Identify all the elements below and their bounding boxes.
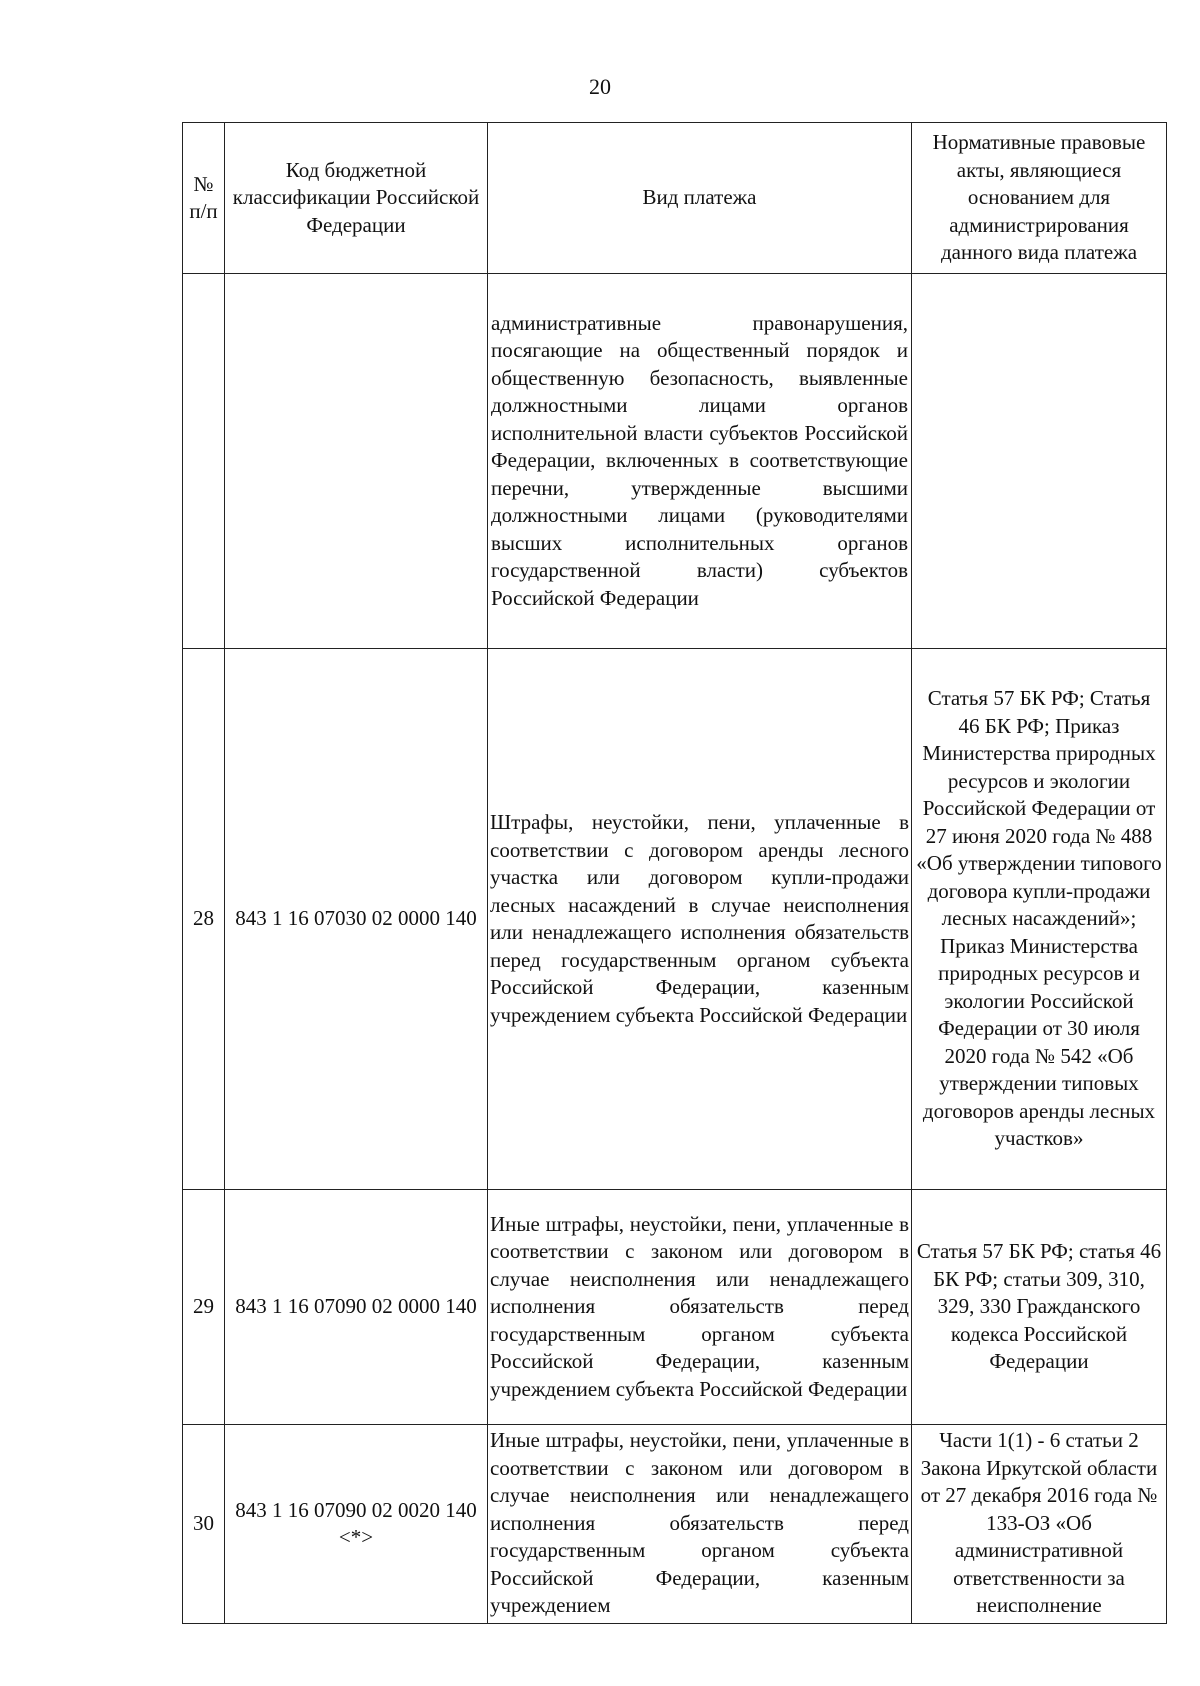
row-num: 28: [183, 649, 225, 1190]
page-number: 20: [589, 74, 611, 99]
header-num: № п/п: [183, 123, 225, 274]
row-code: 843 1 16 07030 02 0000 140: [225, 649, 488, 1190]
row-code: 843 1 16 07090 02 0020 140 <*>: [225, 1425, 488, 1624]
row-payment: Штрафы, неустойки, пени, уплаченные в соответствии с договором аренды лесного участка или договором купли-продажи лесных насаждений в случае неисполнения или ненадлежащего исполнения обязательств перед государственным органом субъекта Российской Федерации, казенным учреждением субъекта Российской Федерации: [488, 649, 912, 1190]
row-num: 30: [183, 1425, 225, 1624]
row-payment: административные правонарушения, посягающие на общественный порядок и общественную безопасность, выявленные должностными лицами органов исполнительной власти субъектов Российской Федерации, включенных в соответствующие перечни, утвержденные высшими должностными лицами (руководителями высших исполнительных органов государственной власти) субъектов Российской Федерации: [488, 274, 912, 649]
row-payment: Иные штрафы, неустойки, пени, уплаченные в соответствии с законом или договором в случае неисполнения или ненадлежащего исполнения обязательств перед государственным органом субъекта Российской Федерации, казенным учреждением субъекта Российской Федерации: [488, 1190, 912, 1425]
row-acts: [912, 274, 1167, 649]
table-row: [183, 1190, 1167, 1425]
header-payment: Вид платежа: [488, 123, 912, 274]
header-code: Код бюджетной классификации Российской Федерации: [225, 123, 488, 274]
row-code: 843 1 16 07090 02 0000 140: [225, 1190, 488, 1425]
row-acts: Статья 57 БК РФ; статья 46 БК РФ; статьи 309, 310, 329, 330 Гражданского кодекса Российской Федерации: [912, 1190, 1167, 1425]
table-header-row: [183, 123, 1167, 274]
row-acts: Части 1(1) - 6 статьи 2 Закона Иркутской области от 27 декабря 2016 года № 133-ОЗ «Об административной ответственности за неисполнение: [912, 1425, 1167, 1624]
table-row: [183, 649, 1167, 1190]
table-row: [183, 274, 1167, 649]
budget-classification-table: [182, 122, 1167, 1624]
row-num: 29: [183, 1190, 225, 1425]
row-payment: Иные штрафы, неустойки, пени, уплаченные в соответствии с законом или договором в случае неисполнения или ненадлежащего исполнения обязательств перед государственным органом субъекта Российской Федерации, казенным учреждением: [488, 1425, 912, 1624]
row-acts: Статья 57 БК РФ; Статья 46 БК РФ; Приказ Министерства природных ресурсов и экологии Российской Федерации от 27 июня 2020 года № 488 «Об утверждении типового договора купли-продажи лесных насаждений»; Приказ Министерства природных ресурсов и экологии Российской Федерации от 30 июля 2020 года № 542 «Об утверждении типовых договоров аренды лесных участков»: [912, 649, 1167, 1190]
header-acts: Нормативные правовые акты, являющиеся основанием для администрирования данного вида платежа: [912, 123, 1167, 274]
row-num: [183, 274, 225, 649]
table-row: [183, 1425, 1167, 1624]
row-code: [225, 274, 488, 649]
